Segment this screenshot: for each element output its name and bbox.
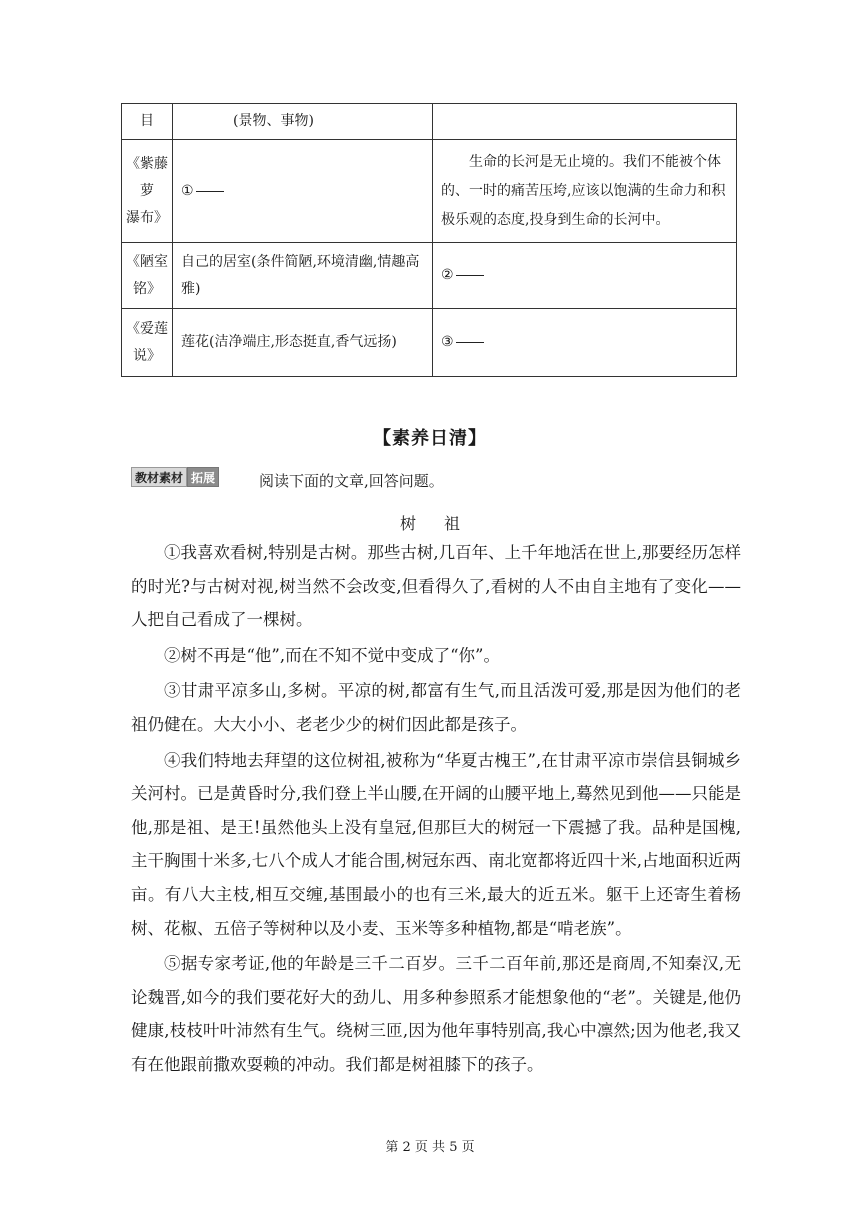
table-cell: 目 [122, 104, 173, 140]
section-title: 【素养日清】 [373, 428, 487, 449]
table-cell: 生命的长河是无止境的。我们不能被个体的、一时的痛苦压垮,应该以饱满的生命力和积极乐观的态度,投身到生命的长河中。 [433, 140, 737, 243]
instruction-text: 阅读下面的文章,回答问题。 [259, 472, 444, 490]
table-cell [433, 104, 737, 140]
answer-marker: ③ [441, 334, 454, 350]
badge-right: 拓展 [187, 467, 219, 487]
answer-blank[interactable] [196, 190, 224, 192]
table-cell [173, 140, 433, 243]
answer-blank[interactable] [456, 341, 484, 343]
table-row [122, 309, 737, 377]
page-footer: 第 2 页 共 5 页 [385, 1140, 475, 1155]
table-cell: 《爱莲 说》 [122, 309, 173, 377]
table-cell: 莲花(洁净端庄,形态挺直,香气远扬) [173, 309, 433, 377]
table-cell [433, 309, 737, 377]
table-row [122, 104, 737, 140]
table-cell: 《陋室 铭》 [122, 243, 173, 309]
article-body [131, 536, 741, 1084]
table-row [122, 140, 737, 243]
table-row [122, 243, 737, 309]
article-title: 树祖 [399, 514, 488, 533]
paragraph: ③甘肃平凉多山,多树。平凉的树,都富有生气,而且活泼可爱,那是因为他们的老祖仍健在。大大小小、老老少少的树们因此都是孩子。 [131, 681, 741, 734]
paragraph: ①我喜欢看树,特别是古树。那些古树,几百年、上千年地活在世上,那要经历怎样的时光?与古树对视,树当然不会改变,但看得久了,看树的人不由自主地有了变化——人把自己看成了一棵树。 [131, 543, 741, 630]
paragraph: ④我们特地去拜望的这位树祖,被称为“华夏古槐王”,在甘肃平凉市崇信县铜城乡关河村。已是黄昏时分,我们登上半山腰,在开阔的山腰平地上,蓦然见到他——只能是他,那是祖、是王!虽然他头上没有皇冠,但那巨大的树冠一下震撼了我。品种是国槐,主干胸围十米多,七八个成人才能合围,树冠东西、南北宽都将近四十米,占地面积近两亩。有八大主枝,相互交缠,基围最小的也有三米,最大的近五米。躯干上还寄生着杨树、花椒、五倍子等树种以及小麦、玉米等多种植物,都是“啃老族”。 [131, 750, 741, 938]
paragraph: ⑤据专家考证,他的年龄是三千二百岁。三千二百年前,那还是商周,不知秦汉,无论魏晋,如今的我们要花好大的劲儿、用多种参照系才能想象他的“老”。关键是,他仍健康,枝枝叶叶沛然有生气。绕树三匝,因为他年事特别高,我心中凛然;因为他老,我又有在他跟前撒欢耍赖的冲动。我们都是树祖膝下的孩子。 [131, 954, 741, 1074]
table-cell [433, 243, 737, 309]
paragraph: ②树不再是“他”,而在不知不觉中变成了“你”。 [164, 645, 500, 665]
table-cell: (景物、事物) [173, 104, 433, 140]
badge-left: 教材素材 [131, 467, 187, 487]
table-cell: 自己的居室(条件简陋,环境清幽,情趣高雅) [173, 243, 433, 309]
answer-marker: ② [441, 267, 454, 283]
answer-blank[interactable] [456, 274, 484, 276]
answer-marker: ① [181, 182, 194, 199]
material-badge [131, 467, 219, 487]
table-cell: 《紫藤 萝 瀑布》 [122, 140, 173, 243]
comparison-table [121, 103, 737, 377]
